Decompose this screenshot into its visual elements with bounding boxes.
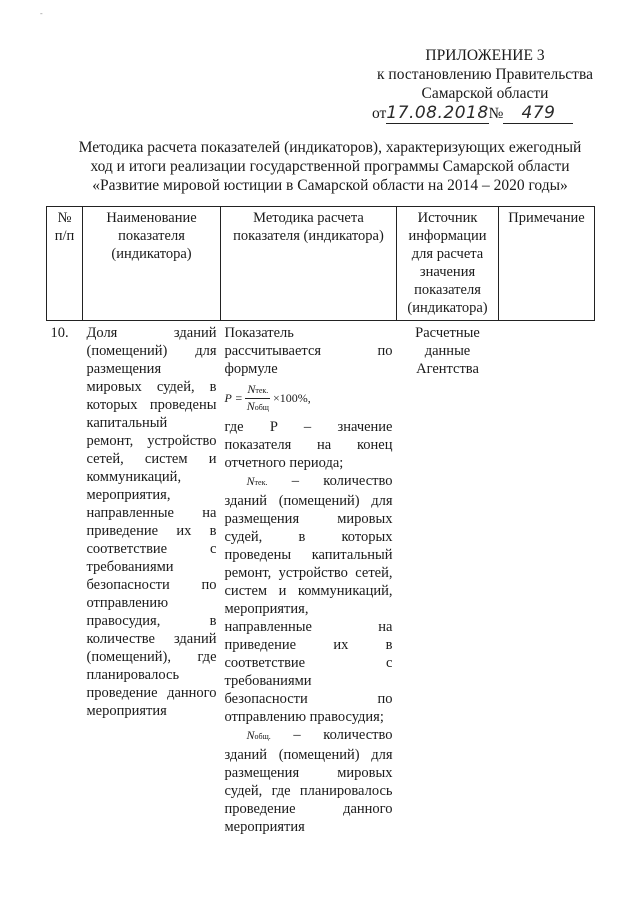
number-prefix: № [488, 105, 504, 122]
numerator-var: N [247, 381, 256, 396]
nobsh-sub: общ. [254, 732, 271, 741]
col-header-source: Источник информации для расчета значения показателя (индикатора) [397, 207, 499, 321]
numerator-sub: тек. [255, 385, 269, 395]
appendix-date-line [360, 104, 610, 126]
table-header-row [47, 207, 595, 321]
title-line-1: Методика расчета показателей (индикаторов), характеризующих ежегодный [78, 139, 582, 156]
document-title [40, 138, 620, 195]
indicator-name: Доля зданий (помещений) для размещения мировых судей, в которых проведены капитальный ремонт, устройство сетей, систем и коммуникаций, мероприятия, направленные на приведение их в соответствие с требованиями безопасности по отправлению правосудия, в количестве зданий (помещений), где планировалось проведение данного мероприятия [86, 325, 217, 719]
method-intro: Показатель рассчитывается по формуле [224, 325, 393, 377]
handwritten-date: 17.08.2018 [386, 103, 489, 123]
appendix-ref-line: к постановлению Правительства [377, 66, 593, 83]
col-header-name: Наименование показателя (индикатора) [83, 207, 221, 321]
denominator-var: N [246, 398, 255, 413]
indicator-method [221, 321, 397, 837]
denominator-sub: общ [254, 402, 269, 412]
formula-denominator [245, 399, 271, 415]
indicator-source: Расчетные данные Агентства [415, 325, 480, 377]
indicator-table [46, 206, 595, 836]
formula-tail: ×100%, [272, 391, 311, 405]
handwritten-number: 479 [503, 104, 573, 124]
row-number: 10. [50, 325, 69, 341]
formula-fraction [245, 382, 271, 415]
indicator-note [499, 321, 595, 837]
title-line-3: «Развитие мировой юстиции в Самарской области на 2014 – 2020 годы» [92, 177, 568, 194]
appendix-header [360, 46, 610, 126]
formula [225, 382, 393, 414]
appendix-region-line: Самарской области [421, 85, 549, 102]
col-header-method: Методика расчета показателя (индикатора) [221, 207, 397, 321]
ntek-sub: тек. [254, 478, 268, 487]
ntek-text: – количество зданий (помещений) для размещения мировых судей, в которых проведены капитальный ремонт, устройство сетей, систем и коммуникаций, мероприятия, направленные на приведение их в соответствие с требованиями безопасности по отправлению правосудия; [224, 473, 393, 725]
formula-numerator [245, 382, 270, 399]
method-p-definition: где P – значение показателя на конец отчетного периода; [224, 419, 393, 471]
ntek-symbol: N [246, 474, 255, 488]
title-line-2: ход и итоги реализации государственной программы Самарской области [90, 158, 570, 175]
table-row [47, 321, 595, 837]
appendix-number: ПРИЛОЖЕНИЕ 3 [425, 47, 545, 64]
method-ntek-definition [225, 472, 393, 726]
nobsh-symbol: N [246, 728, 255, 742]
date-prefix: от [372, 105, 387, 122]
col-header-note: Примечание [499, 207, 595, 321]
corner-mark: - [40, 9, 43, 18]
method-nobsh-definition [225, 726, 393, 836]
nobsh-text: – количество зданий (помещений) для размещения мировых судей, где планировалось проведение данного мероприятия [224, 727, 393, 835]
formula-lhs: P = [224, 391, 243, 405]
col-header-num: № п/п [47, 207, 83, 321]
